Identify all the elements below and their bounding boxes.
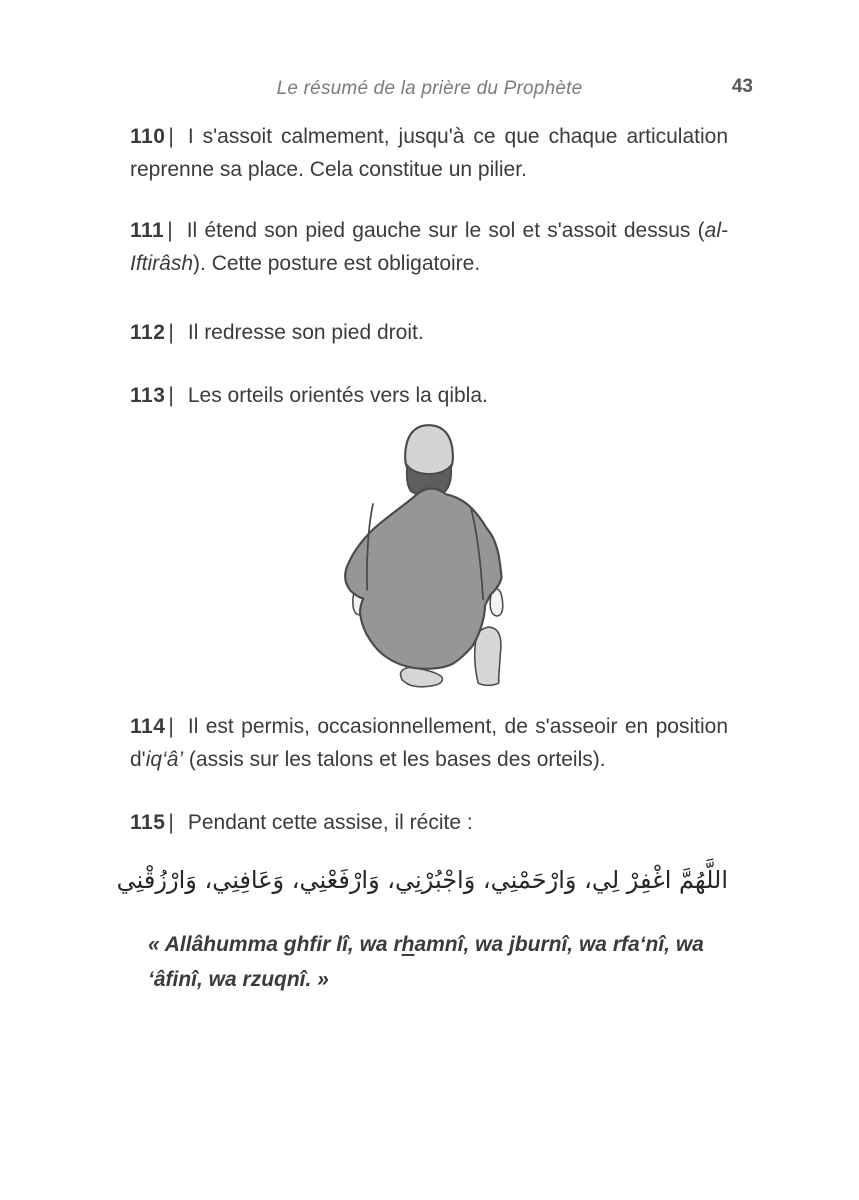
item-text-italic: al-Iftirâsh: [130, 219, 728, 275]
figure-svg: [337, 422, 522, 700]
left-foot: [400, 667, 442, 686]
item-text: ). Cette posture est obligatoire.: [193, 252, 481, 275]
list-item-113: [130, 379, 728, 412]
item-text: Il redresse son pied droit.: [187, 321, 424, 344]
item-separator: |: [167, 219, 173, 242]
item-number: 111: [130, 219, 165, 242]
transliteration-text: « Allâhumma ghfir lî, wa r: [148, 933, 402, 956]
list-item-115: [130, 806, 728, 839]
list-item-112: [130, 316, 728, 349]
list-item-110: [130, 120, 728, 186]
item-text: Pendant cette assise, il récite :: [187, 811, 473, 834]
item-text-italic: iq‘â’: [145, 748, 184, 771]
item-number: 112: [130, 321, 166, 344]
item-text: I s'assoit calmement, jusqu'à ce que chaque articulation reprenne sa place. Cela constitue un pilier.: [130, 125, 728, 181]
chapter-title: Le résumé de la prière du Prophète: [276, 78, 583, 99]
list-item-111: [130, 214, 728, 280]
sitting-position-illustration: [337, 422, 522, 700]
page-content: [116, 120, 728, 997]
item-text: (assis sur les talons et les bases des orteils).: [183, 748, 606, 771]
item-text: Il est permis, occasionnellement, de s'asseoir en position d': [130, 715, 728, 771]
dua-arabic-text: اللَّهُمَّ اغْفِرْ لِي، وَارْحَمْنِي، وَاجْبُرْنِي، وَارْفَعْنِي، وَعَافِنِي، وَارْزُقْنِي: [116, 866, 728, 894]
dua-transliteration: [130, 927, 728, 997]
item-separator: |: [168, 321, 174, 344]
transliteration-text: amnî, wa jburnî, wa rfa‘nî, wa ‘âfinî, wa rzuqnî. »: [148, 933, 704, 991]
item-separator: |: [168, 125, 174, 148]
item-separator: |: [168, 384, 174, 407]
item-number: 114: [130, 715, 166, 738]
list-item-114: [130, 710, 728, 776]
item-text: Les orteils orientés vers la qibla.: [187, 384, 488, 407]
running-header: [0, 78, 859, 106]
item-number: 113: [130, 384, 166, 407]
item-text: Il étend son pied gauche sur le sol et s'assoit dessus (: [186, 219, 705, 242]
item-number: 115: [130, 811, 166, 834]
item-number: 110: [130, 125, 166, 148]
transliteration-underlined-letter: h: [401, 933, 415, 956]
item-separator: |: [168, 811, 174, 834]
page-number: 43: [731, 76, 753, 97]
item-separator: |: [168, 715, 174, 738]
